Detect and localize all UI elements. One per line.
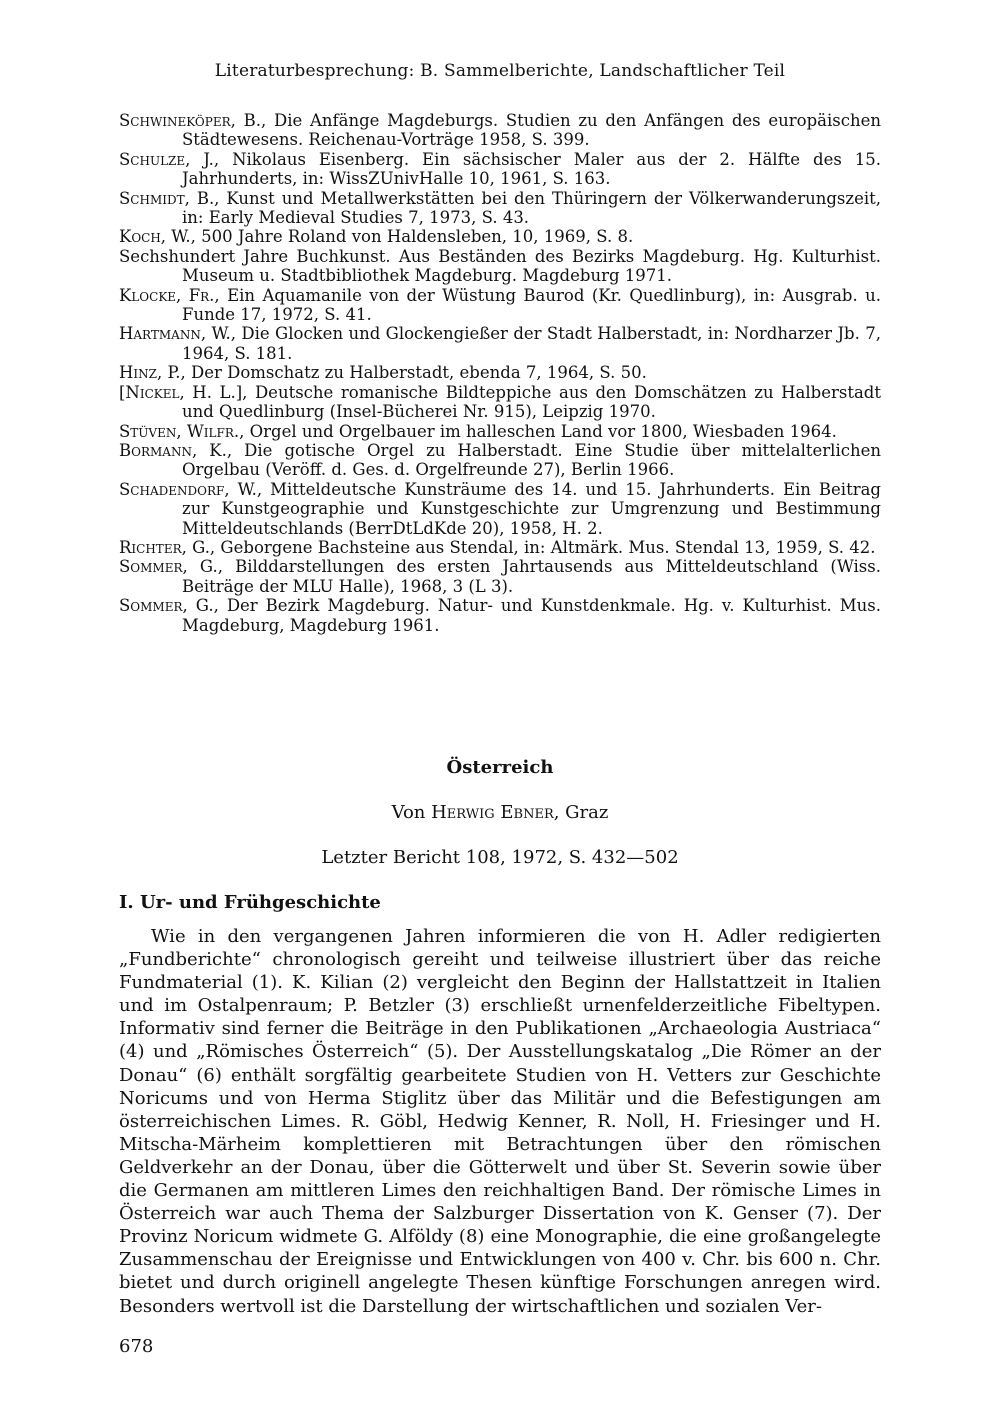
bibliography-list xyxy=(119,111,881,635)
entry-author: Hartmann, W., xyxy=(119,324,237,344)
entry-text: Nikolaus Eisenberg. Ein sächsischer Maler aus der 2. Hälfte des 15. Jahrhunderts, in: WissZUnivHalle 10, 1961, S. 163. xyxy=(182,149,881,189)
entry-author: Bormann, K., xyxy=(119,440,233,460)
bibliography-entry xyxy=(119,111,881,150)
bibliography-entry xyxy=(119,247,881,286)
entry-author: [Nickel, H. L.], xyxy=(119,382,248,402)
section-title: Österreich xyxy=(446,757,554,778)
entry-text: Bilddarstellungen des ersten Jahrtausends aus Mitteldeutschland (Wiss. Beiträge der MLU Halle), 1968, 3 (L 3). xyxy=(182,557,881,596)
bibliography-entry xyxy=(119,324,881,363)
bibliography-entry xyxy=(119,189,881,228)
entry-author: Klocke, Fr., xyxy=(119,285,220,305)
entry-author: Schwineköper, B., xyxy=(119,111,267,130)
bibliography-entry xyxy=(119,383,881,422)
page-number: 678 xyxy=(119,1336,154,1357)
entry-author: Koch, W., xyxy=(119,227,196,247)
byline-prefix: Von xyxy=(391,802,432,823)
bibliography-entry xyxy=(119,557,881,596)
entry-text: Ein Aquamanile von der Wüstung Baurod (Kr. Quedlinburg), in: Ausgrab. u. Funde 17, 1972, S. 41. xyxy=(182,285,881,325)
bibliography-entry xyxy=(119,286,881,325)
byline xyxy=(0,802,1000,823)
entry-text: Die gotische Orgel zu Halberstadt. Eine Studie über mittelalterlichen Orgelbau (Veröff. d. Ges. d. Orgelfreunde 27), Berlin 1966. xyxy=(182,440,881,480)
body-text xyxy=(119,925,881,1318)
entry-text: 500 Jahre Roland von Haldensleben, 10, 1969, S. 8. xyxy=(195,227,634,247)
entry-author: Stüven, Wilfr., xyxy=(119,421,245,441)
entry-author: Schadendorf, W., xyxy=(119,479,263,499)
byline-author: Herwig Ebner xyxy=(431,802,554,823)
entry-author: Schmidt, B., xyxy=(119,188,220,208)
body-paragraph: Wie in den vergangenen Jahren informieren die von H. Adler redigierten „Fundberichte“ chronologisch gereiht und teilweise illustriert über das reiche Fundmaterial (1). K. Kilian (2) vergleicht den Beginn der Hallstattzeit in Italien und im Ostalpenraum; P. Betzler (3) erschließt urnenfelderzeitliche Fibeltypen. Informativ sind ferner die Beiträge in den Publikationen „Archaeologia Austriaca“ (4) und „Römisches Österreich“ (5). Der Ausstellungskatalog „Die Römer an der Donau“ (6) enthält sorgfältig gearbeitete Studien von H. Vetters zur Geschichte Noricums und von Herma Stiglitz über das Militär und die Befestigungen am österreichischen Limes. R. Göbl, Hedwig Kenner, R. Noll, H. Friesinger und H. Mitscha-Märheim komplettieren mit Betrachtungen über den römischen Geldverkehr an der Donau, über die Götterwelt und über St. Severin sowie über die Germanen am mittleren Limes den reichhaltigen Band. Der römische Limes in Österreich war auch Thema der Salzburger Dissertation von K. Genser (7). Der Provinz Noricum widmete G. Alföldy (8) eine Monographie, die eine großangelegte Zusammenschau der Ereignisse und Entwicklungen von 400 v. Chr. bis 600 n. Chr. bietet und durch originell angelegte Thesen künftige Forschungen anregen wird. Besonders wertvoll ist die Darstellung der wirtschaftlichen und sozialen Ver- xyxy=(119,926,881,1317)
byline-suffix: , Graz xyxy=(553,802,609,823)
entry-text: Sechshundert Jahre Buchkunst. Aus Beständen des Bezirks Magdeburg. Hg. Kulturhist. Museum u. Stadtbibliothek Magdeburg. Magdeburg 1971. xyxy=(119,246,881,286)
entry-text: Die Glocken und Glockengießer der Stadt Halberstadt, in: Nordharzer Jb. 7, 1964, S. 181. xyxy=(182,324,881,363)
entry-text: Orgel und Orgelbauer im halleschen Land vor 1800, Wiesbaden 1964. xyxy=(244,421,837,441)
entry-author: Hinz, P., xyxy=(119,363,186,383)
entry-text: Die Anfänge Magdeburgs. Studien zu den Anfängen des europäischen Städtewesens. Reichenau-Vorträge 1958, S. 399. xyxy=(182,111,881,150)
entry-author: Schulze, J., xyxy=(119,149,220,169)
entry-text: Der Domschatz zu Halberstadt, ebenda 7, 1964, S. 50. xyxy=(185,363,647,383)
running-head: Literaturbesprechung: B. Sammelberichte, Landschaftlicher Teil xyxy=(214,61,786,81)
bibliography-entry xyxy=(119,422,881,441)
entry-author: Sommer, G., xyxy=(119,557,223,577)
bibliography-entry xyxy=(119,227,881,246)
entry-text: Kunst und Metallwerkstätten bei den Thüringern der Völkerwanderungszeit, in: Early Medieval Studies 7, 1973, S. 43. xyxy=(182,188,881,228)
bibliography-entry xyxy=(119,150,881,189)
bibliography-entry xyxy=(119,480,881,538)
entry-text: Mitteldeutsche Kunsträume des 14. und 15. Jahrhunderts. Ein Beitrag zur Kunstgeographie und Kunstgeschichte zur Umgrenzung und Bestimmung Mitteldeutschlands (BerrDtLdKde 20), 1958, H. 2. xyxy=(182,479,881,538)
bibliography-entry xyxy=(119,441,881,480)
entry-author: Sommer, G., xyxy=(119,596,219,616)
entry-text: Geborgene Bachsteine aus Stendal, in: Altmärk. Mus. Stendal 13, 1959, S. 42. xyxy=(215,537,876,557)
bibliography-entry xyxy=(119,363,881,382)
subsection-title: I. Ur- und Frühgeschichte xyxy=(119,892,381,913)
entry-text: Deutsche romanische Bildteppiche aus den Domschätzen zu Halberstadt und Quedlinburg (Insel-Bücherei Nr. 915), Leipzig 1970. xyxy=(182,382,881,422)
bibliography-entry xyxy=(119,596,881,635)
last-report-note: Letzter Bericht 108, 1972, S. 432—502 xyxy=(321,847,679,868)
entry-author: Richter, G., xyxy=(119,537,216,557)
entry-text: Der Bezirk Magdeburg. Natur- und Kunstdenkmale. Hg. v. Kulturhist. Mus. Magdeburg, Magdeburg 1961. xyxy=(182,596,881,635)
bibliography-entry xyxy=(119,538,881,557)
